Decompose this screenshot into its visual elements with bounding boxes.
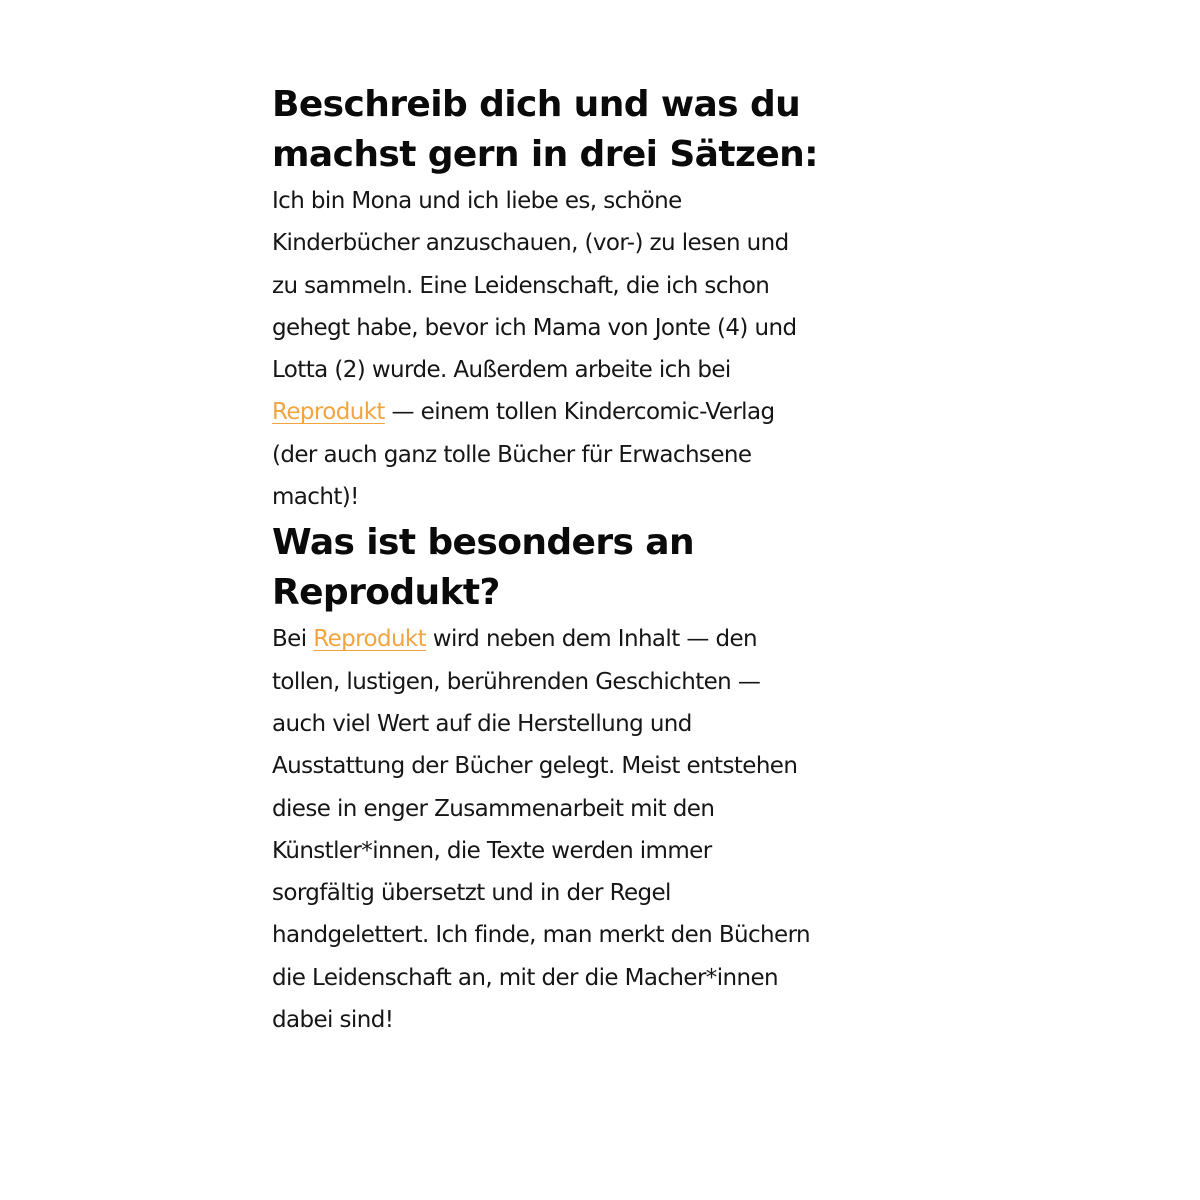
heading-what-is-special (272, 518, 872, 618)
article-content (272, 80, 872, 1041)
text-line: sorgfältig übersetzt und in der Regel (272, 880, 671, 907)
text-line: Künstler*innen, die Texte werden immer (272, 837, 712, 864)
text-line: Bei (272, 626, 314, 653)
text-line: diese in enger Zusammenarbeit mit den (272, 795, 715, 822)
text-line: Lotta (2) wurde. Außerdem arbeite ich bei (272, 357, 731, 384)
text-line: die Leidenschaft an, mit der die Macher*innen (272, 964, 778, 991)
heading-line: Beschreib dich und was du (272, 84, 801, 125)
text-line: auch viel Wert auf die Herstellung und (272, 710, 692, 737)
reprodukt-link[interactable]: Reprodukt (313, 626, 427, 653)
text-line: wird neben dem Inhalt — den (426, 626, 757, 653)
paragraph-about-mona (272, 180, 872, 518)
text-line: tollen, lustigen, berührenden Geschichten — (272, 668, 761, 695)
heading-describe-yourself (272, 80, 872, 180)
heading-line: machst gern in drei Sätzen: (272, 134, 818, 175)
text-line: Ich bin Mona und ich liebe es, schöne (272, 188, 682, 214)
text-line: Kinderbücher anzuschauen, (vor-) zu lesen und (272, 230, 789, 257)
text-line: — einem tollen Kindercomic-Verlag (384, 399, 775, 426)
text-line: gehegt habe, bevor ich Mama von Jonte (4) und (272, 314, 797, 341)
text-line: dabei sind! (272, 1007, 394, 1034)
text-line: (der auch ganz tolle Bücher für Erwachsene (272, 441, 752, 468)
paragraph-about-reprodukt (272, 618, 872, 1041)
heading-line: Reprodukt? (272, 572, 500, 614)
text-line: macht)! (272, 484, 359, 511)
text-line: Ausstattung der Bücher gelegt. Meist entstehen (272, 753, 798, 780)
reprodukt-link[interactable]: Reprodukt (272, 399, 385, 426)
heading-line: Was ist besonders an (272, 522, 694, 564)
text-line: handgelettert. Ich finde, man merkt den Büchern (272, 922, 811, 949)
text-line: zu sammeln. Eine Leidenschaft, die ich schon (272, 272, 770, 299)
